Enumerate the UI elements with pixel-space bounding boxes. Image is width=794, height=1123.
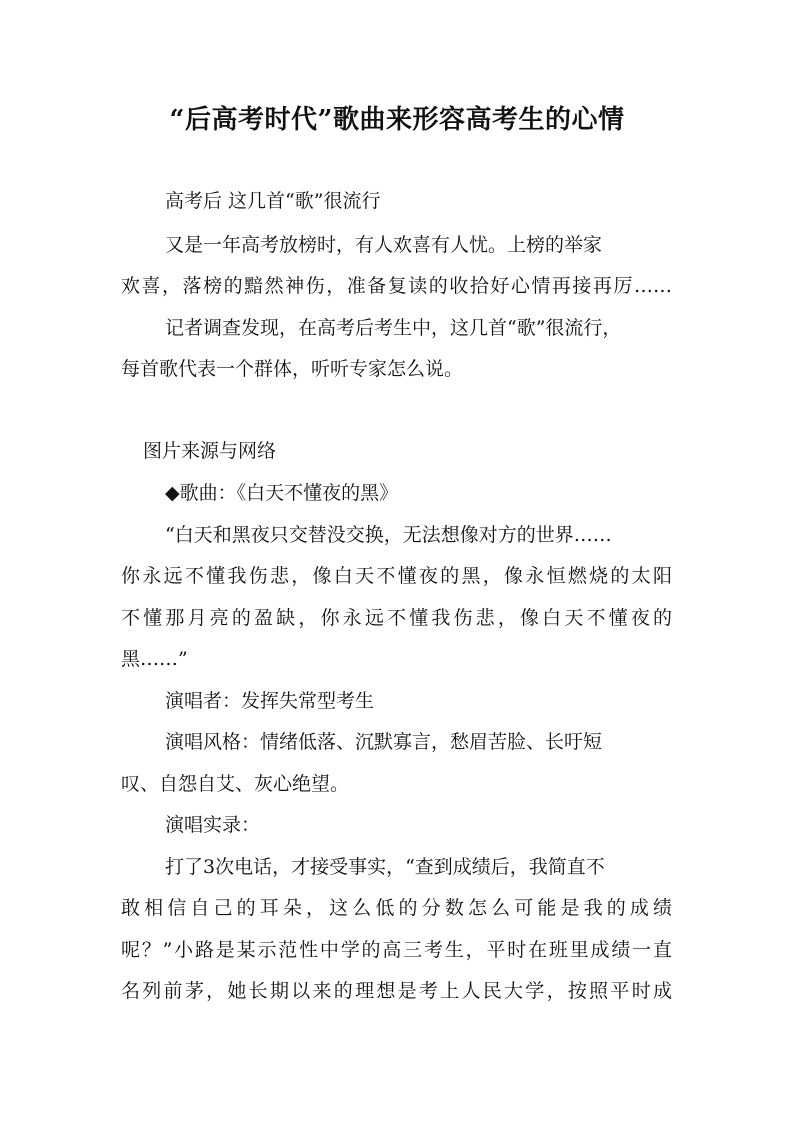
paragraph-line: 打了3次电话，才接受事实，“查到成绩后，我简直不 — [165, 856, 605, 878]
paragraph-line: 名列前茅，她长期以来的理想是考上人民大学，按照平时成 — [121, 980, 672, 1002]
paragraph-line: 记者调查发现，在高考后考生中，这几首“歌”很流行， — [165, 317, 622, 339]
paragraph-line: 呢？”小路是某示范性中学的高三考生，平时在班里成绩一直 — [121, 939, 672, 961]
paragraph-line: 演唱者：发挥失常型考生 — [165, 690, 375, 712]
paragraph-line: 演唱风格：情绪低落、沉默寡言，愁眉苦脸、长吁短 — [165, 731, 603, 753]
paragraph-line: 演唱实录： — [165, 814, 261, 836]
paragraph-line: 欢喜，落榜的黯然神伤，准备复读的收拾好心情再接再厉…… — [121, 275, 672, 297]
paragraph-line: 又是一年高考放榜时，有人欢喜有人忧。上榜的举家 — [165, 234, 603, 256]
paragraph-line: 你永远不懂我伤悲，像白天不懂夜的黑，像永恒燃烧的太阳 — [121, 565, 672, 587]
paragraph-line: 每首歌代表一个群体，听听专家怎么说。 — [121, 358, 464, 380]
song-heading: ◆歌曲：《白天不懂夜的黑》 — [165, 482, 399, 504]
paragraph-line: 敢相信自己的耳朵，这么低的分数怎么可能是我的成绩 — [121, 897, 672, 919]
document-title: “后高考时代”歌曲来形容高考生的心情 — [169, 105, 625, 135]
image-source-caption: 图片来源与网络 — [143, 440, 277, 462]
paragraph-line: 不懂那月亮的盈缺，你永远不懂我伤悲，像白天不懂夜的 — [121, 607, 672, 629]
section-subtitle: 高考后 这几首“歌”很流行 — [165, 190, 381, 212]
paragraph-line: 黑……” — [121, 648, 188, 670]
paragraph-line: “白天和黑夜只交替没交换，无法想像对方的世界…… — [165, 524, 612, 546]
paragraph-line: 叹、自怨自艾、灰心绝望。 — [121, 773, 350, 795]
